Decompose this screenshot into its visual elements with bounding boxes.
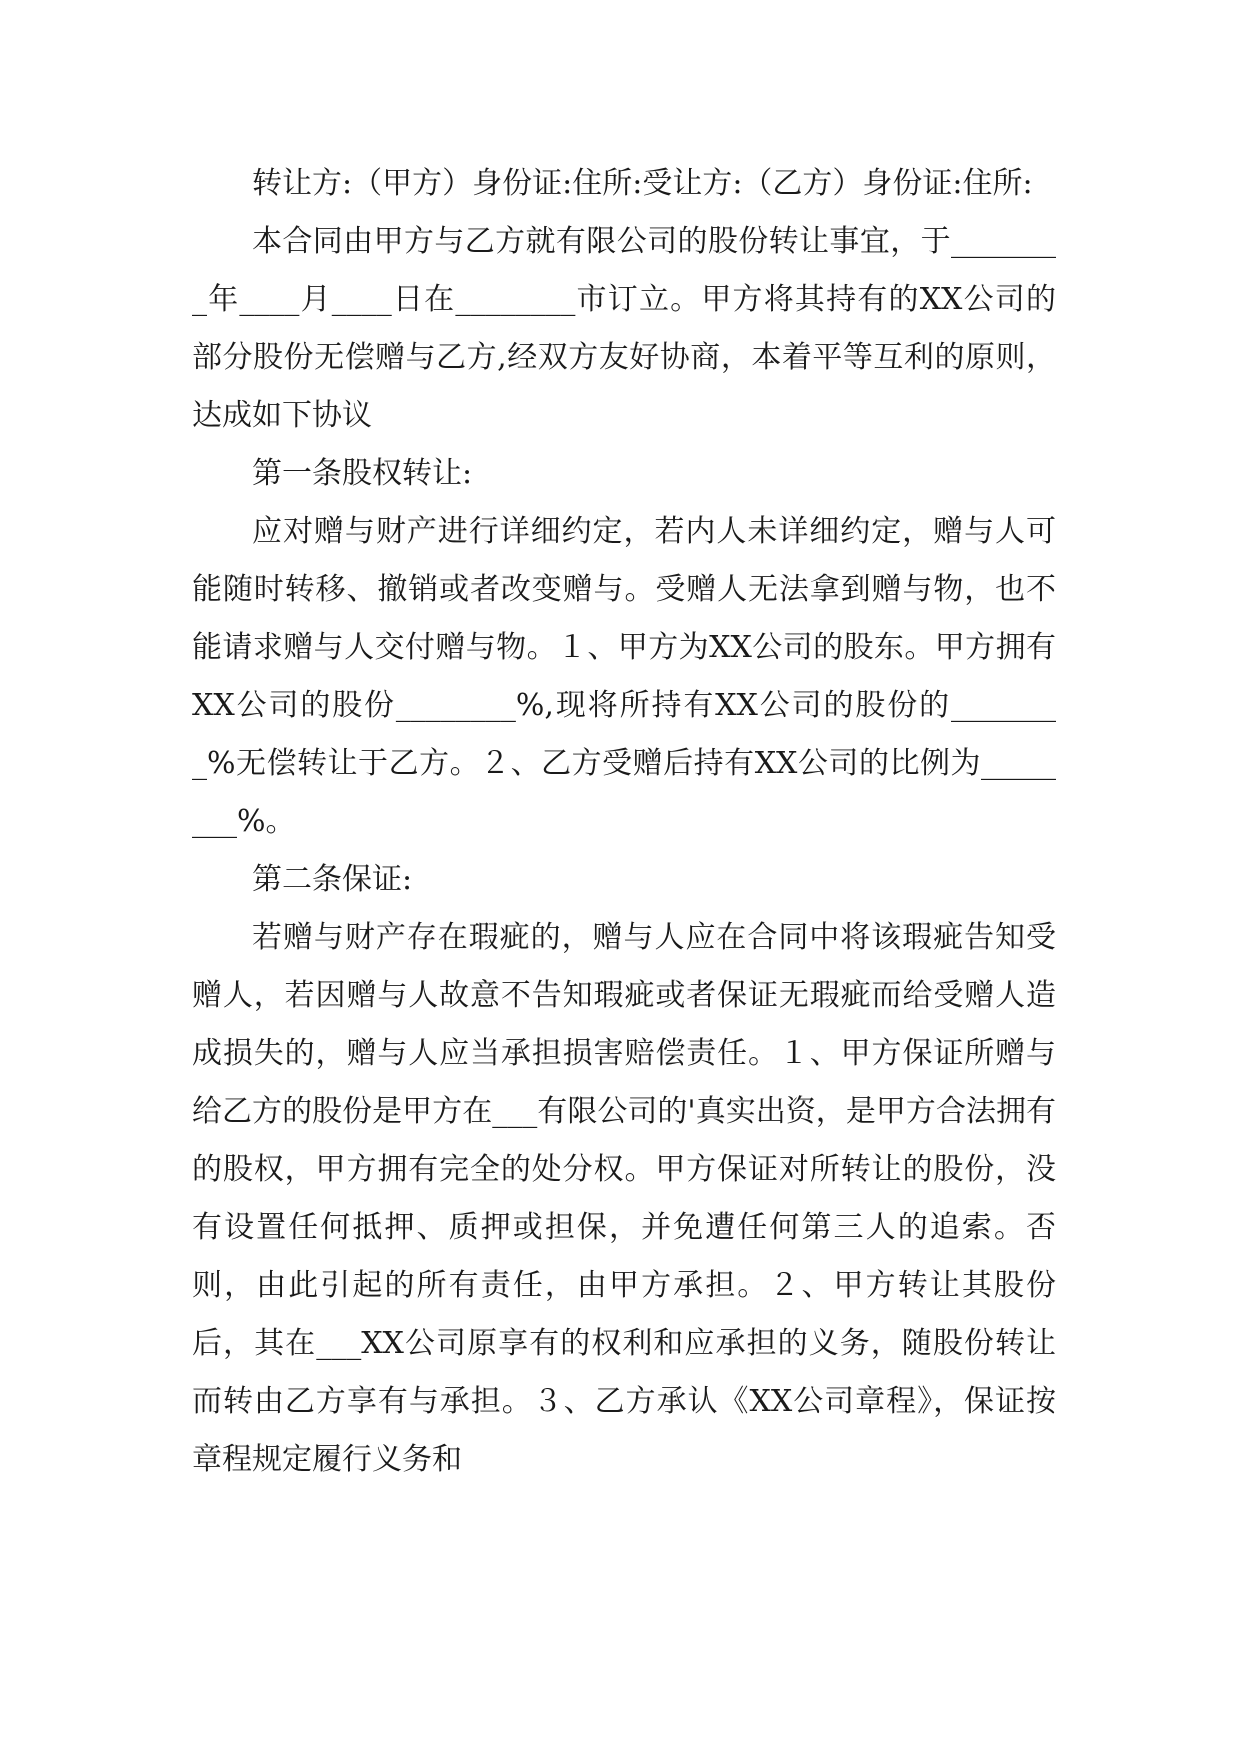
paragraph-article-1-body: 应对赠与财产进行详细约定，若内人未详细约定，赠与人可能随时转移、撤销或者改变赠与。受赠人无法拿到赠与物，也不能请求赠与人交付赠与物。１、甲方为XX公司的股东。甲方拥有XX公司的股份________%,现将所持有XX公司的股份的________%无偿转让于乙方。２、乙方受赠后持有XX公司的比例为________%。 <box>192 514 1056 839</box>
heading-article-1: 第一条股权转让: <box>252 456 473 491</box>
heading-article-2: 第二条保证: <box>252 862 413 897</box>
document-body <box>192 155 1056 1489</box>
paragraph-article-2-body: 若赠与财产存在瑕疵的，赠与人应在合同中将该瑕疵告知受赠人，若因赠与人故意不告知瑕疵或者保证无瑕疵而给受赠人造成损失的，赠与人应当承担损害赔偿责任。１、甲方保证所赠与给乙方的股份是甲方在___有限公司的'真实出资，是甲方合法拥有的股权，甲方拥有完全的处分权。甲方保证对所转让的股份，没有设置任何抵押、质押或担保，并免遭任何第三人的追索。否则，由此引起的所有责任，由甲方承担。２、甲方转让其股份后，其在___XX公司原享有的权利和应承担的义务，随股份转让而转由乙方享有与承担。３、乙方承认《XX公司章程》，保证按章程规定履行义务和 <box>192 920 1056 1477</box>
paragraph-parties: 转让方:（甲方）身份证:住所:受让方:（乙方）身份证:住所: <box>252 166 1033 201</box>
paragraph-preamble: 本合同由甲方与乙方就有限公司的股份转让事宜，于________年____月____日在________市订立。甲方将其持有的XX公司的部分股份无偿赠与乙方,经双方友好协商，本着平等互利的原则，达成如下协议 <box>192 224 1056 433</box>
